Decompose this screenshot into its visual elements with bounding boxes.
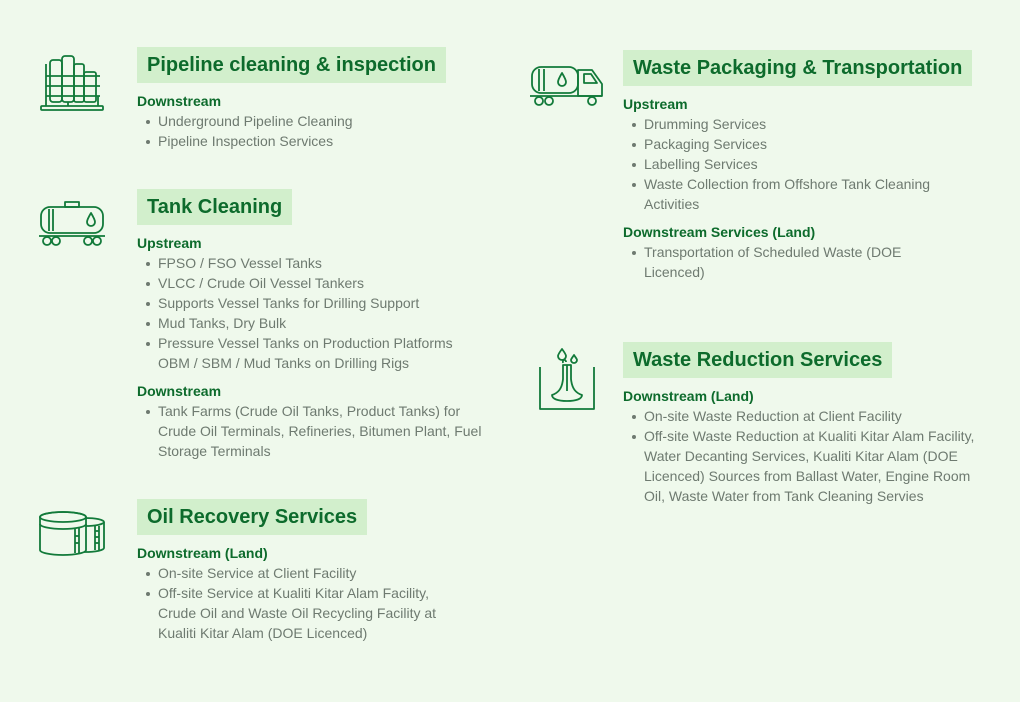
service-title: Waste Packaging & Transportation xyxy=(623,50,972,86)
list-item: Off-site Service at Kualiti Kitar Alam Facility, Crude Oil and Waste Oil Recycling Facility at Kualiti Kitar Alam (DOE Licenced) xyxy=(137,583,463,643)
service-title: Pipeline cleaning & inspection xyxy=(137,47,446,83)
pipeline-facility-icon xyxy=(40,54,104,112)
section-heading: Upstream xyxy=(623,96,688,112)
section-heading: Downstream Services (Land) xyxy=(623,224,816,240)
service-section xyxy=(623,94,993,214)
list-item: Tank Farms (Crude Oil Tanks, Product Tanks) for Crude Oil Terminals, Refineries, Bitumen Plant, Fuel Storage Terminals xyxy=(137,401,488,461)
list-item: Pipeline Inspection Services xyxy=(137,131,497,151)
service-section xyxy=(137,381,497,461)
storage-tanks-icon xyxy=(39,511,106,557)
list-item: Underground Pipeline Cleaning xyxy=(137,111,497,131)
list-item: FPSO / FSO Vessel Tanks xyxy=(137,253,497,273)
list-item: Mud Tanks, Dry Bulk xyxy=(137,313,497,333)
list-item: Pressure Vessel Tanks on Production Platforms OBM / SBM / Mud Tanks on Drilling Rigs xyxy=(137,333,480,373)
section-heading: Downstream xyxy=(137,93,222,109)
list-item: Labelling Services xyxy=(623,154,993,174)
list-item: Transportation of Scheduled Waste (DOE Licenced) xyxy=(623,242,954,282)
list-item: On-site Service at Client Facility xyxy=(137,563,497,583)
section-heading: Downstream (Land) xyxy=(137,545,268,561)
section-heading: Upstream xyxy=(137,235,202,251)
list-item: On-site Waste Reduction at Client Facility xyxy=(623,406,993,426)
service-section xyxy=(137,91,497,151)
list-item: Supports Vessel Tanks for Drilling Support xyxy=(137,293,497,313)
list-item: VLCC / Crude Oil Vessel Tankers xyxy=(137,273,497,293)
list-item: Drumming Services xyxy=(623,114,993,134)
service-section xyxy=(623,222,993,282)
section-heading: Downstream xyxy=(137,383,222,399)
list-item: Packaging Services xyxy=(623,134,993,154)
service-section xyxy=(137,543,497,643)
section-heading: Downstream (Land) xyxy=(623,388,754,404)
tank-wagon-icon xyxy=(39,201,105,247)
tanker-truck-icon xyxy=(530,62,604,108)
service-title: Waste Reduction Services xyxy=(623,342,892,378)
service-title: Tank Cleaning xyxy=(137,189,292,225)
service-title: Oil Recovery Services xyxy=(137,499,367,535)
list-item: Waste Collection from Offshore Tank Cleaning Activities xyxy=(623,174,979,214)
service-section xyxy=(137,233,497,373)
service-section xyxy=(623,386,993,506)
waste-reduction-icon xyxy=(538,345,596,411)
list-item: Off-site Waste Reduction at Kualiti Kitar Alam Facility, Water Decanting Services, Kualiti Kitar Alam (DOE Licenced) Sources from Ballast Water, Engine Room Oil, Waste Water from Tank Cleaning Servies xyxy=(623,426,977,506)
